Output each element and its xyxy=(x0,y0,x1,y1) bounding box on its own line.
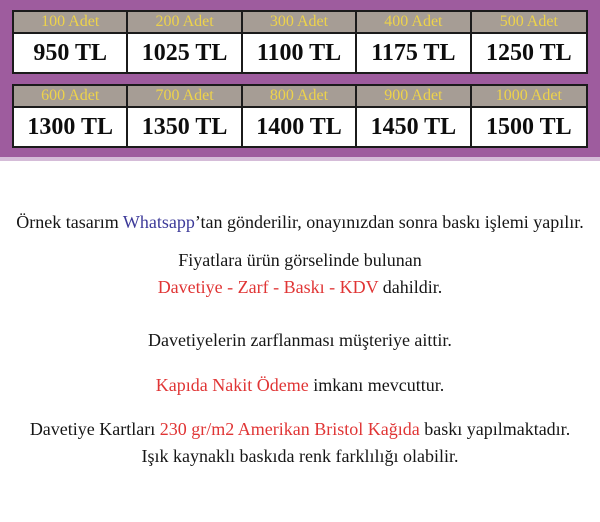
price-cell: 1025 TL xyxy=(128,34,242,72)
price-table-2 xyxy=(12,84,588,148)
note-sample-design xyxy=(0,209,600,236)
price-cell: 1450 TL xyxy=(357,108,471,146)
note-enveloping xyxy=(0,327,600,354)
note-price-includes-intro xyxy=(0,247,600,274)
price-cell: 1250 TL xyxy=(472,34,586,72)
quantity-header-cell: 500 Adet xyxy=(472,12,586,34)
quantity-header-cell: 300 Adet xyxy=(243,12,357,34)
note-text: dahildir. xyxy=(378,277,443,297)
price-cell: 950 TL xyxy=(14,34,128,72)
note-price-includes-items xyxy=(0,274,600,301)
quantity-header-cell: 700 Adet xyxy=(128,86,242,108)
note-paper-type xyxy=(0,416,600,443)
note-text: Işık kaynaklı baskıda renk farklılığı olabilir. xyxy=(141,446,459,466)
note-text: imkanı mevcuttur. xyxy=(308,375,445,395)
price-banner xyxy=(0,0,600,161)
price-cell: 1500 TL xyxy=(472,108,586,146)
note-text: Davetiye Kartları xyxy=(29,419,160,439)
price-table-1 xyxy=(12,10,588,74)
price-cell: 1300 TL xyxy=(14,108,128,146)
included-items-text: Davetiye - Zarf - Baskı - KDV xyxy=(157,277,379,297)
quantity-header-cell: 100 Adet xyxy=(14,12,128,34)
cash-on-delivery-text: Kapıda Nakit Ödeme xyxy=(155,375,309,395)
note-color-difference xyxy=(0,443,600,470)
price-cell: 1100 TL xyxy=(243,34,357,72)
note-text: ’tan gönderilir, onayınızdan sonra baskı işlemi yapılır. xyxy=(194,212,584,232)
paper-spec-text: 230 gr/m2 Amerikan Bristol Kağıda xyxy=(159,419,420,439)
note-text: Davetiyelerin zarflanması müşteriye aittir. xyxy=(148,330,452,350)
quantity-header-cell: 400 Adet xyxy=(357,12,471,34)
quantity-header-cell: 1000 Adet xyxy=(472,86,586,108)
note-cash-on-delivery xyxy=(0,372,600,399)
price-cell: 1175 TL xyxy=(357,34,471,72)
quantity-header-cell: 800 Adet xyxy=(243,86,357,108)
quantity-header-cell: 900 Adet xyxy=(357,86,471,108)
price-cell: 1400 TL xyxy=(243,108,357,146)
quantity-header-cell: 200 Adet xyxy=(128,12,242,34)
price-cell: 1350 TL xyxy=(128,108,242,146)
whatsapp-brand-text: Whatsapp xyxy=(122,212,195,232)
notes-section xyxy=(0,209,600,470)
note-text: baskı yapılmaktadır. xyxy=(419,419,571,439)
note-text: Örnek tasarım xyxy=(16,212,123,232)
note-text: Fiyatlara ürün görselinde bulunan xyxy=(178,250,422,270)
quantity-header-cell: 600 Adet xyxy=(14,86,128,108)
